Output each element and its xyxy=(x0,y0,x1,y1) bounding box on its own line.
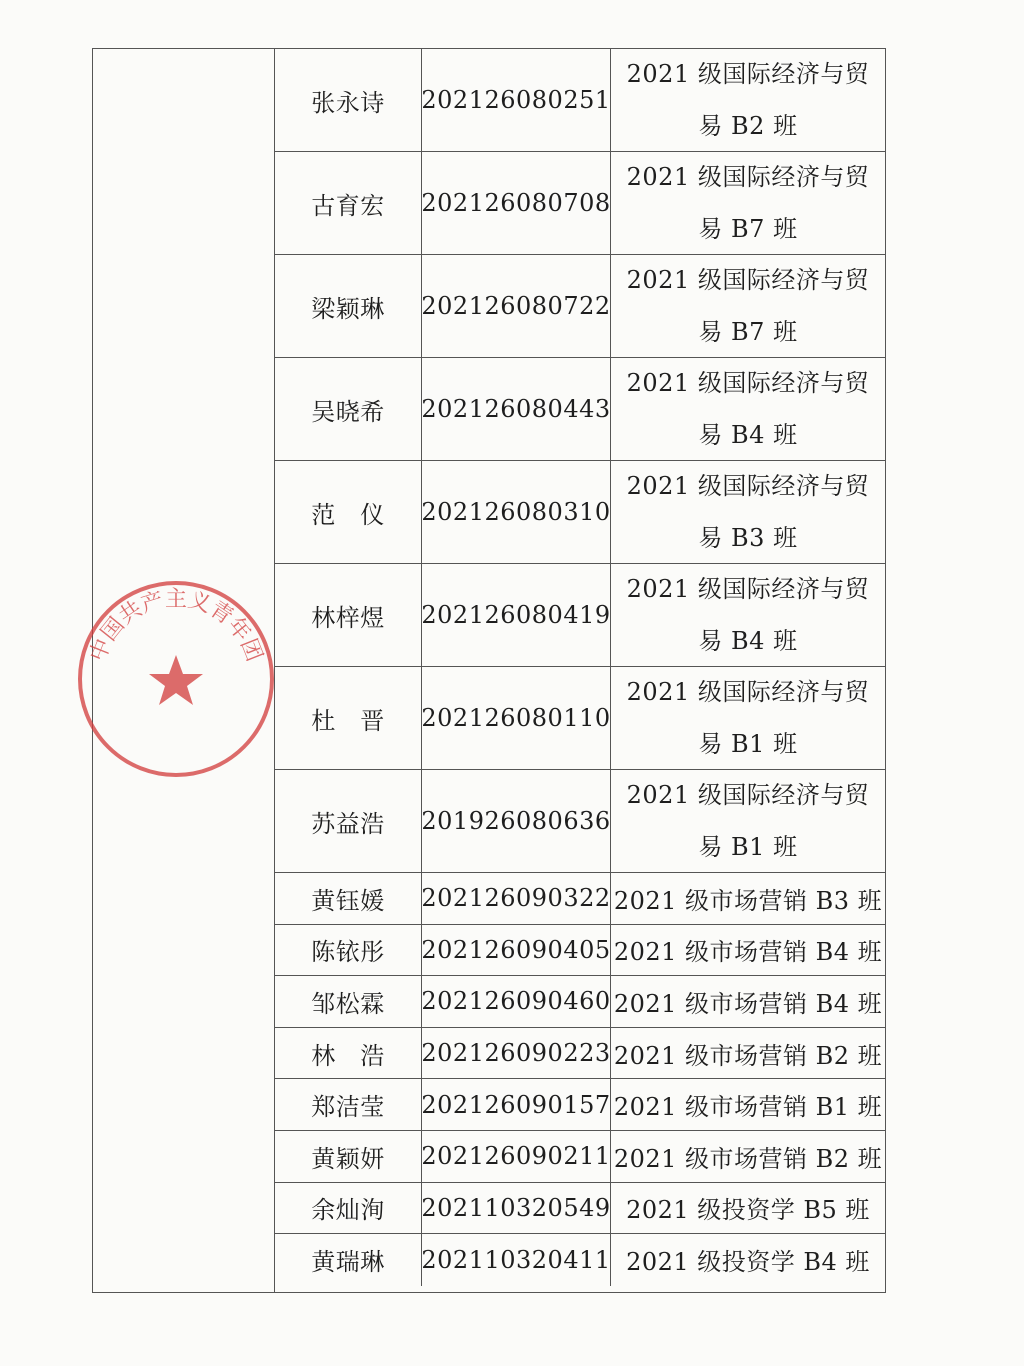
class-name xyxy=(611,461,885,563)
table-row xyxy=(275,1234,885,1286)
class-name xyxy=(611,564,885,666)
class-name: 2021 级市场营销 B4 班 xyxy=(613,938,883,967)
class-name: 2021 级市场营销 B1 班 xyxy=(613,1093,883,1122)
class-name xyxy=(611,770,885,872)
student-id: 202110320549 xyxy=(422,1183,611,1234)
table-row xyxy=(275,976,885,1028)
student-id: 202126080251 xyxy=(422,49,611,151)
student-name: 古育宏 xyxy=(275,152,422,254)
student-id: 202126090460 xyxy=(422,976,611,1027)
table-row xyxy=(275,564,885,667)
table-row xyxy=(275,770,885,873)
class-name: 2021 级投资学 B5 班 xyxy=(626,1196,870,1225)
student-name: 林梓煜 xyxy=(275,564,422,666)
table-row xyxy=(275,255,885,358)
student-name: 梁颖琳 xyxy=(275,255,422,357)
class-line-1: 2021 级国际经济与贸 xyxy=(626,266,870,294)
class-line-1: 2021 级国际经济与贸 xyxy=(626,163,870,191)
class-line-2: 易 B1 班 xyxy=(698,833,798,861)
table-row xyxy=(275,461,885,564)
class-name: 2021 级投资学 B4 班 xyxy=(626,1248,870,1277)
class-line-2: 易 B7 班 xyxy=(698,215,798,243)
student-name: 黄瑞琳 xyxy=(275,1234,422,1286)
class-name xyxy=(611,152,885,254)
student-id: 202126090157 xyxy=(422,1079,611,1130)
table-row xyxy=(275,667,885,770)
table-row xyxy=(275,1028,885,1080)
student-id: 202126080310 xyxy=(422,461,611,563)
class-line-2: 易 B4 班 xyxy=(698,421,798,449)
student-name: 黄钰媛 xyxy=(275,873,422,924)
seal-text: 中国共产主义青年团 xyxy=(85,586,267,666)
table-row xyxy=(275,1079,885,1131)
table-row xyxy=(275,358,885,461)
student-name: 范 仪 xyxy=(275,461,422,563)
student-name: 林 浩 xyxy=(275,1028,422,1079)
red-official-seal xyxy=(74,577,278,781)
class-name: 2021 级市场营销 B3 班 xyxy=(613,886,883,915)
student-id: 201926080636 xyxy=(422,770,611,872)
class-name xyxy=(611,358,885,460)
class-name: 2021 级市场营销 B2 班 xyxy=(613,1144,883,1173)
student-id: 202126080419 xyxy=(422,564,611,666)
class-line-2: 易 B4 班 xyxy=(698,627,798,655)
student-id: 202110320411 xyxy=(422,1234,611,1286)
student-name: 陈铱彤 xyxy=(275,925,422,976)
class-line-1: 2021 级国际经济与贸 xyxy=(626,575,870,603)
table-row xyxy=(275,1183,885,1235)
table-row xyxy=(275,49,885,152)
student-id: 202126090322 xyxy=(422,873,611,924)
student-name: 余灿洵 xyxy=(275,1183,422,1234)
student-id: 202126090405 xyxy=(422,925,611,976)
seal-star-icon xyxy=(149,655,203,705)
class-line-1: 2021 级国际经济与贸 xyxy=(626,472,870,500)
class-line-2: 易 B1 班 xyxy=(698,730,798,758)
table-row xyxy=(275,873,885,925)
student-id: 202126090223 xyxy=(422,1028,611,1079)
class-line-2: 易 B2 班 xyxy=(698,112,798,140)
class-name xyxy=(611,49,885,151)
student-id: 202126080443 xyxy=(422,358,611,460)
table-row xyxy=(275,1131,885,1183)
student-id: 202126080110 xyxy=(422,667,611,769)
student-id: 202126080708 xyxy=(422,152,611,254)
student-name: 苏益浩 xyxy=(275,770,422,872)
student-id: 202126080722 xyxy=(422,255,611,357)
class-name: 2021 级市场营销 B4 班 xyxy=(613,989,883,1018)
class-line-1: 2021 级国际经济与贸 xyxy=(626,781,870,809)
student-name: 张永诗 xyxy=(275,49,422,151)
student-name: 吴晓希 xyxy=(275,358,422,460)
student-name: 黄颖妍 xyxy=(275,1131,422,1182)
student-id: 202126090211 xyxy=(422,1131,611,1182)
table-row xyxy=(275,925,885,977)
class-name xyxy=(611,255,885,357)
table-row xyxy=(275,152,885,255)
class-line-2: 易 B3 班 xyxy=(698,524,798,552)
student-name: 杜 晋 xyxy=(275,667,422,769)
class-line-1: 2021 级国际经济与贸 xyxy=(626,369,870,397)
class-line-1: 2021 级国际经济与贸 xyxy=(626,678,870,706)
class-name xyxy=(611,667,885,769)
class-name: 2021 级市场营销 B2 班 xyxy=(613,1041,883,1070)
table-rows xyxy=(275,49,885,1292)
student-name: 郑洁莹 xyxy=(275,1079,422,1130)
class-line-1: 2021 级国际经济与贸 xyxy=(626,60,870,88)
student-name: 邹松霖 xyxy=(275,976,422,1027)
class-line-2: 易 B7 班 xyxy=(698,318,798,346)
